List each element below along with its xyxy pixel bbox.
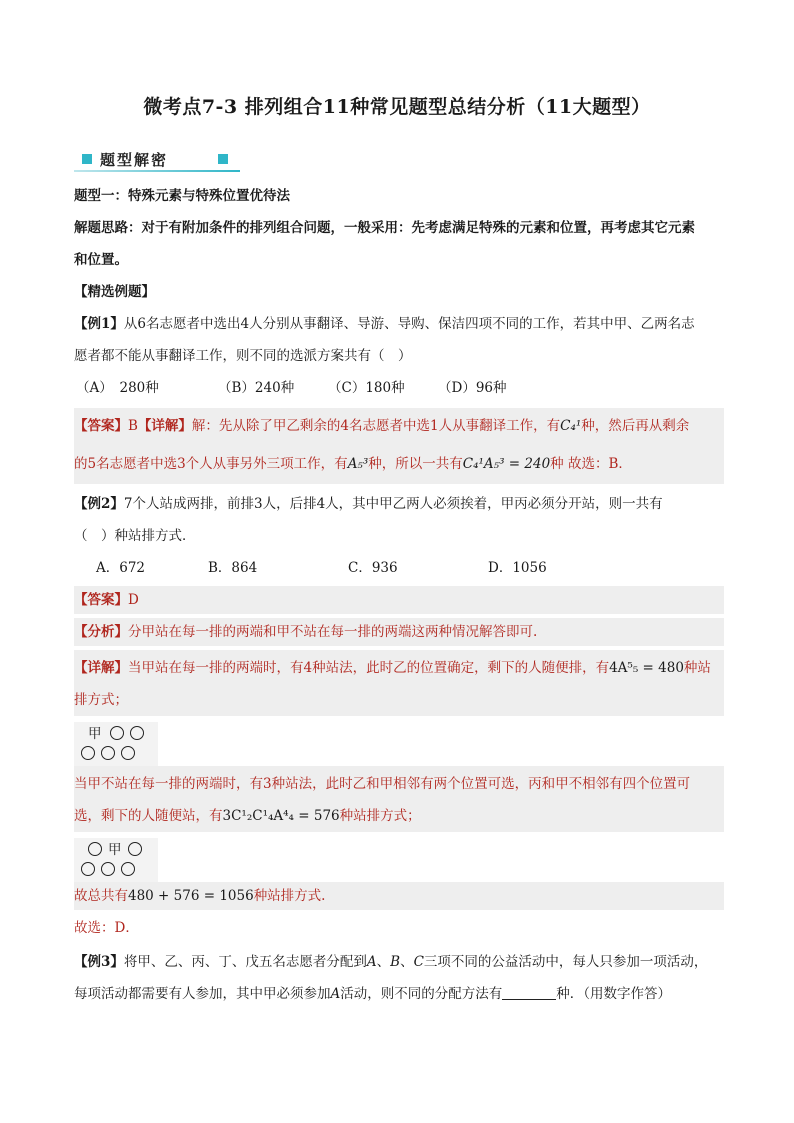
ex1-formula-product: C₄¹A₅³ = 240 xyxy=(462,456,551,472)
ex1-option-a: （A） 280种 xyxy=(76,380,159,396)
ex3-activity-a-ref: A xyxy=(330,986,341,1002)
ex1-detail-1b: 种，然后再从剩余 xyxy=(581,418,690,434)
ex2-detail-4a: 选，剩下的人随便站，有 xyxy=(74,808,223,824)
ex3-activity-a: A xyxy=(366,954,377,970)
front-row xyxy=(78,724,154,744)
ex1-answer-block xyxy=(74,408,724,484)
ex2-option-a: A．672 xyxy=(96,560,146,576)
ex3-activity-b: B xyxy=(390,954,401,970)
section-underline xyxy=(74,170,240,172)
ex2-choose: 故选：D． xyxy=(74,920,139,936)
ex1-detail-tag: 【详解】 xyxy=(137,418,192,434)
circle-icon xyxy=(101,862,115,876)
ex3-tag: 【例3】 xyxy=(74,954,124,970)
ex2-answer-tag: 【答案】 xyxy=(74,592,128,608)
ex2-detail-4b: 种站排方式； xyxy=(339,808,421,824)
ex2-question-line-1 xyxy=(74,488,724,520)
ex3-sep1: 、 xyxy=(376,954,391,970)
ex2-q1: 7个人站成两排，前排3人，后排4人，其中甲乙两人必须挨着，甲丙必须分开站，则一共有 xyxy=(123,496,663,512)
ex1-detail-1a: 解：先从除了甲乙剩余的4名志愿者中选1人从事翻译工作，有 xyxy=(191,418,561,434)
circle-icon xyxy=(121,862,135,876)
ex1-detail-2a: 的5名志愿者中选3个人从事另外三项工作，有 xyxy=(74,456,348,472)
ex1-detail-2b: 种，所以一共有 xyxy=(368,456,463,472)
ex2-analysis-text: 分甲站在每一排的两端和甲不站在每一排的两端这两种情况解答即可. xyxy=(128,624,538,640)
ex2-answer-value: D xyxy=(128,592,139,608)
ex2-formula-2: 3C¹₂C¹₄A⁴₄ = 576 xyxy=(222,808,340,824)
ex2-option-b: B．864 xyxy=(208,560,258,576)
selected-examples-label: 【精选例题】 xyxy=(74,284,155,300)
ex3-question-line-1 xyxy=(74,946,734,978)
ex3-q1b: 三项不同的公益活动中，每人只参加一项活动， xyxy=(423,954,708,970)
ex2-total-a: 故总共有 xyxy=(74,888,128,904)
circle-icon xyxy=(121,746,135,760)
ex2-analysis xyxy=(74,618,724,646)
section-title: 题型解密 xyxy=(100,151,169,169)
ex2-option-c: C．936 xyxy=(348,560,398,576)
ex2-tag: 【例2】 xyxy=(74,496,124,512)
circle-icon xyxy=(81,862,95,876)
circle-icon xyxy=(110,726,124,740)
ex2-detail-1a: 当甲站在每一排的两端时，有4种站法，此时乙的位置确定，剩下的人随便排，有 xyxy=(128,660,610,676)
ex3-activity-c: C xyxy=(413,954,424,970)
ex3-q2b: 活动，则不同的分配方法有 xyxy=(340,986,503,1002)
ex2-case2-block xyxy=(74,766,724,832)
ex2-detail-line-2: 排方式； xyxy=(74,692,128,708)
ex1-answer-line-1 xyxy=(74,410,689,442)
ex1-formula-c41: C₄¹ xyxy=(560,418,582,434)
page-title: 微考点7-3 排列组合11种常见题型总结分析（11大题型） xyxy=(143,96,651,118)
ex1-option-c: （C）180种 xyxy=(328,380,405,396)
circle-icon xyxy=(88,842,102,856)
ex2-detail-tag: 【详解】 xyxy=(74,660,128,676)
circle-icon xyxy=(128,842,142,856)
ex1-answer-value: B xyxy=(128,418,138,434)
ex1-detail-2c: 种 故选：B． xyxy=(550,456,632,472)
ex2-detail-line-1 xyxy=(74,652,711,684)
jia-label: 甲 xyxy=(88,726,102,742)
jia-label: 甲 xyxy=(108,842,122,858)
circle-icon xyxy=(101,746,115,760)
square-bullet-icon xyxy=(82,154,92,164)
ex2-formula-1: 4A⁵₅ = 480 xyxy=(609,660,684,676)
ex3-sep2: 、 xyxy=(400,954,414,970)
ex1-question-line-2: 愿者都不能从事翻译工作，则不同的选派方案共有（ ） xyxy=(74,348,412,364)
ex2-analysis-tag: 【分析】 xyxy=(74,624,128,640)
ex1-tag: 【例1】 xyxy=(74,316,124,332)
ex1-option-d: （D）96种 xyxy=(438,380,507,396)
ex2-formula-3: 480 + 576 = 1056 xyxy=(128,888,254,904)
type-heading: 题型一：特殊元素与特殊位置优待法 xyxy=(74,188,290,204)
ex2-total xyxy=(74,882,724,910)
ex3-q2c: 种．（用数字作答） xyxy=(556,986,671,1002)
ex2-detail-block xyxy=(74,650,724,716)
square-bullet-icon xyxy=(218,154,228,164)
ex2-detail-line-3: 当甲不站在每一排的两端时，有3种站法，此时乙和甲相邻有两个位置可选，丙和甲不相邻有四个位置可 xyxy=(74,776,691,792)
ex1-answer-tag: 【答案】 xyxy=(74,418,128,434)
ex2-option-d: D．1056 xyxy=(488,560,547,576)
ex1-answer-line-2 xyxy=(74,448,632,480)
ex2-total-b: 种站排方式. xyxy=(253,888,326,904)
ex2-answer xyxy=(74,586,724,614)
idea-line-1: 解题思路：对于有附加条件的排列组合问题，一般采用：先考虑满足特殊的元素和位置，再考虑其它元素 xyxy=(74,220,695,236)
ex3-q2a: 每项活动都需要有人参加，其中甲必须参加 xyxy=(74,986,331,1002)
answer-blank[interactable] xyxy=(502,987,556,1000)
ex3-question-line-2 xyxy=(74,978,734,1010)
idea-line-2: 和位置。 xyxy=(74,252,128,268)
front-row xyxy=(78,840,154,860)
circle-icon xyxy=(81,746,95,760)
ex1-option-b: （B）240种 xyxy=(218,380,295,396)
ex1-question-line-1 xyxy=(74,308,724,340)
ex1-formula-a53: A₅³ xyxy=(347,456,369,472)
ex2-detail-1b: 种站 xyxy=(683,660,711,676)
ex2-detail-line-4 xyxy=(74,800,421,832)
section-header xyxy=(74,148,240,172)
circle-icon xyxy=(130,726,144,740)
ex1-q1: 从6名志愿者中选出4人分别从事翻译、导游、导购、保洁四项不同的工作，若其中甲、乙两名志 xyxy=(123,316,695,332)
ex2-question-line-2: （ ）种站排方式． xyxy=(74,528,196,544)
ex3-q1a: 将甲、乙、丙、丁、戊五名志愿者分配到 xyxy=(123,954,367,970)
